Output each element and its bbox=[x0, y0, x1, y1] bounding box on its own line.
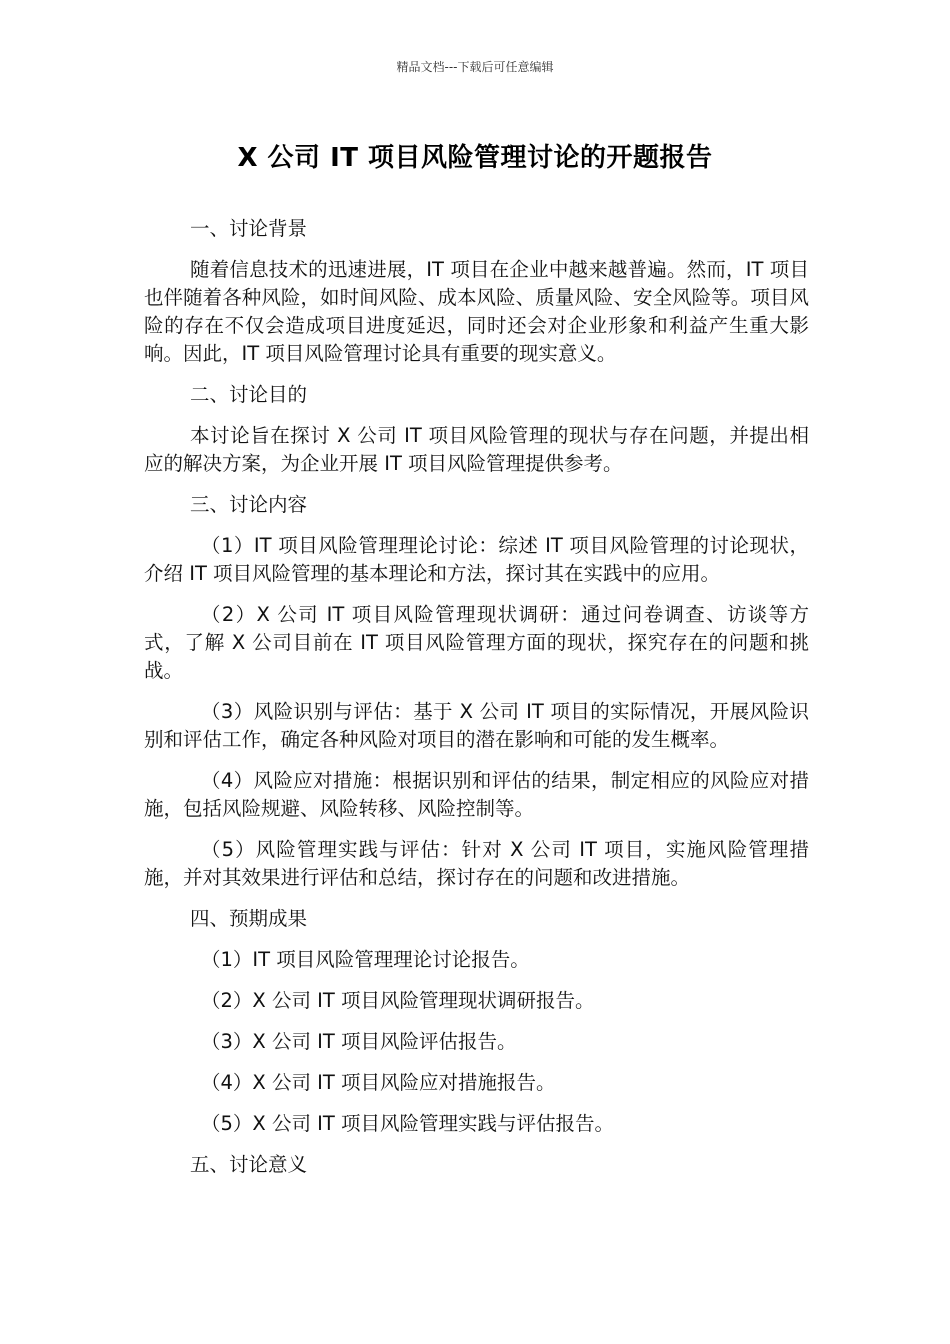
content-item: （5）风险管理实践与评估：针对 X 公司 IT 项目，实施风险管理措施，并对其效果进行评估和总结，探讨存在的问题和改进措施。 bbox=[144, 838, 809, 889]
purpose-paragraph: 本讨论旨在探讨 X 公司 IT 项目风险管理的现状与存在问题，并提出相应的解决方案，为企业开展 IT 项目风险管理提供参考。 bbox=[144, 424, 809, 475]
document-body bbox=[144, 215, 809, 1192]
section-heading-significance: 五、讨论意义 bbox=[190, 1153, 308, 1176]
section-heading-background: 一、讨论背景 bbox=[190, 217, 308, 240]
section-heading-expected-results: 四、预期成果 bbox=[190, 907, 308, 930]
result-item: （5）X 公司 IT 项目风险管理实践与评估报告。 bbox=[201, 1112, 615, 1135]
background-paragraph: 随着信息技术的迅速进展，IT 项目在企业中越来越普遍。然而，IT 项目也伴随着各种风险，如时间风险、成本风险、质量风险、安全风险等。项目风险的存在不仅会造成项目进度延迟，同时还会对企业形象和利益产生重大影响。因此，IT 项目风险管理讨论具有重要的现实意义。 bbox=[144, 258, 809, 365]
content-item: （3）风险识别与评估：基于 X 公司 IT 项目的实际情况，开展风险识别和评估工作，确定各种风险对项目的潜在影响和可能的发生概率。 bbox=[144, 700, 809, 751]
section-heading-content: 三、讨论内容 bbox=[190, 493, 308, 516]
header-note: 精品文档---下载后可任意编辑 bbox=[396, 60, 554, 74]
content-item: （2）X 公司 IT 项目风险管理现状调研：通过问卷调查、访谈等方式，了解 X 公司目前在 IT 项目风险管理方面的现状，探究存在的问题和挑战。 bbox=[144, 603, 809, 682]
result-item: （1）IT 项目风险管理理论讨论报告。 bbox=[201, 948, 530, 971]
section-heading-purpose: 二、讨论目的 bbox=[190, 383, 308, 406]
result-item: （3）X 公司 IT 项目风险评估报告。 bbox=[201, 1030, 517, 1053]
document-title: X 公司 IT 项目风险管理讨论的开题报告 bbox=[237, 143, 713, 173]
content-item: （4）风险应对措施：根据识别和评估的结果，制定相应的风险应对措施，包括风险规避、风险转移、风险控制等。 bbox=[144, 769, 809, 820]
result-item: （2）X 公司 IT 项目风险管理现状调研报告。 bbox=[201, 989, 595, 1012]
content-item: （1）IT 项目风险管理理论讨论：综述 IT 项目风险管理的讨论现状，介绍 IT 项目风险管理的基本理论和方法，探讨其在实践中的应用。 bbox=[144, 534, 809, 585]
result-item: （4）X 公司 IT 项目风险应对措施报告。 bbox=[201, 1071, 556, 1094]
